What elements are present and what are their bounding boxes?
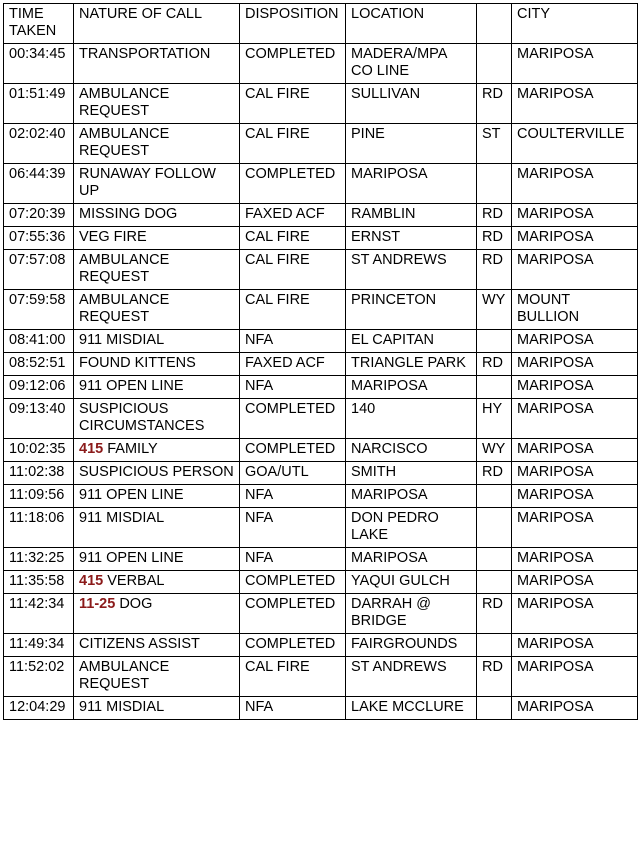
city-cell: MARIPOSA xyxy=(512,44,638,84)
location-cell: NARCISCO xyxy=(346,439,477,462)
disposition-cell: CAL FIRE xyxy=(240,250,346,290)
disposition-cell: NFA xyxy=(240,330,346,353)
city-cell: MARIPOSA xyxy=(512,657,638,697)
disposition-cell: NFA xyxy=(240,376,346,399)
city-cell: MARIPOSA xyxy=(512,204,638,227)
nature-of-call-cell xyxy=(74,84,240,124)
street-suffix-cell: WY xyxy=(477,290,512,330)
city-cell: MARIPOSA xyxy=(512,508,638,548)
nature-of-call-cell xyxy=(74,164,240,204)
time-taken-cell: 07:59:58 xyxy=(4,290,74,330)
street-suffix-cell: RD xyxy=(477,84,512,124)
location-cell: MADERA/MPA CO LINE xyxy=(346,44,477,84)
call-code: 415 xyxy=(79,441,104,457)
location-cell: MARIPOSA xyxy=(346,548,477,571)
table-row xyxy=(4,376,638,399)
nature-text: AMBULANCE REQUEST xyxy=(79,86,170,119)
disposition-cell: CAL FIRE xyxy=(240,124,346,164)
nature-of-call-cell xyxy=(74,227,240,250)
street-suffix-cell: RD xyxy=(477,657,512,697)
nature-text: 911 OPEN LINE xyxy=(79,487,184,503)
location-cell: LAKE MCCLURE xyxy=(346,697,477,720)
street-suffix-cell xyxy=(477,376,512,399)
table-row xyxy=(4,250,638,290)
disposition-cell: CAL FIRE xyxy=(240,657,346,697)
table-row xyxy=(4,84,638,124)
table-row xyxy=(4,571,638,594)
location-cell: ST ANDREWS xyxy=(346,657,477,697)
nature-text: AMBULANCE REQUEST xyxy=(79,252,170,285)
nature-text: AMBULANCE REQUEST xyxy=(79,292,170,325)
street-suffix-cell xyxy=(477,571,512,594)
street-suffix-cell xyxy=(477,164,512,204)
table-row xyxy=(4,204,638,227)
city-cell: MARIPOSA xyxy=(512,330,638,353)
time-taken-cell: 09:13:40 xyxy=(4,399,74,439)
nature-text: MISSING DOG xyxy=(79,206,178,222)
city-cell: COULTERVILLE xyxy=(512,124,638,164)
nature-text: 911 MISDIAL xyxy=(79,332,165,348)
table-row xyxy=(4,330,638,353)
header-street-suffix xyxy=(477,4,512,44)
city-cell: MARIPOSA xyxy=(512,548,638,571)
disposition-cell: FAXED ACF xyxy=(240,204,346,227)
nature-of-call-cell xyxy=(74,376,240,399)
city-cell: MARIPOSA xyxy=(512,227,638,250)
street-suffix-cell: RD xyxy=(477,227,512,250)
street-suffix-cell xyxy=(477,44,512,84)
location-cell: FAIRGROUNDS xyxy=(346,634,477,657)
street-suffix-cell xyxy=(477,508,512,548)
table-row xyxy=(4,399,638,439)
location-cell: SULLIVAN xyxy=(346,84,477,124)
time-taken-cell: 11:18:06 xyxy=(4,508,74,548)
table-row xyxy=(4,634,638,657)
street-suffix-cell: RD xyxy=(477,353,512,376)
location-cell: MARIPOSA xyxy=(346,376,477,399)
disposition-cell: NFA xyxy=(240,548,346,571)
location-cell: DON PEDRO LAKE xyxy=(346,508,477,548)
table-row xyxy=(4,485,638,508)
nature-text: CITIZENS ASSIST xyxy=(79,636,200,652)
street-suffix-cell xyxy=(477,697,512,720)
table-row xyxy=(4,124,638,164)
city-cell: MARIPOSA xyxy=(512,353,638,376)
nature-of-call-cell xyxy=(74,124,240,164)
nature-of-call-cell xyxy=(74,571,240,594)
disposition-cell: CAL FIRE xyxy=(240,290,346,330)
location-cell: ST ANDREWS xyxy=(346,250,477,290)
nature-of-call-cell xyxy=(74,399,240,439)
street-suffix-cell: WY xyxy=(477,439,512,462)
table-row xyxy=(4,290,638,330)
nature-text: 911 MISDIAL xyxy=(79,510,165,526)
nature-of-call-cell xyxy=(74,462,240,485)
disposition-cell: COMPLETED xyxy=(240,571,346,594)
street-suffix-cell xyxy=(477,634,512,657)
disposition-cell: COMPLETED xyxy=(240,594,346,634)
nature-text: FAMILY xyxy=(107,441,158,457)
table-row xyxy=(4,44,638,84)
header-nature-of-call: NATURE OF CALL xyxy=(74,4,240,44)
nature-of-call-cell xyxy=(74,204,240,227)
location-cell: EL CAPITAN xyxy=(346,330,477,353)
table-row xyxy=(4,697,638,720)
nature-of-call-cell xyxy=(74,290,240,330)
disposition-cell: COMPLETED xyxy=(240,44,346,84)
time-taken-cell: 07:20:39 xyxy=(4,204,74,227)
disposition-cell: CAL FIRE xyxy=(240,84,346,124)
nature-text: DOG xyxy=(119,596,153,612)
time-taken-cell: 07:55:36 xyxy=(4,227,74,250)
time-taken-cell: 12:04:29 xyxy=(4,697,74,720)
location-cell: PRINCETON xyxy=(346,290,477,330)
time-taken-cell: 11:35:58 xyxy=(4,571,74,594)
table-row xyxy=(4,462,638,485)
location-cell: 140 xyxy=(346,399,477,439)
time-taken-cell: 00:34:45 xyxy=(4,44,74,84)
city-cell: MARIPOSA xyxy=(512,84,638,124)
disposition-cell: NFA xyxy=(240,697,346,720)
table-row xyxy=(4,594,638,634)
nature-text: RUNAWAY FOLLOW UP xyxy=(79,166,216,199)
nature-of-call-cell xyxy=(74,439,240,462)
time-taken-cell: 08:41:00 xyxy=(4,330,74,353)
disposition-cell: COMPLETED xyxy=(240,399,346,439)
disposition-cell: NFA xyxy=(240,485,346,508)
city-cell: MARIPOSA xyxy=(512,250,638,290)
nature-of-call-cell xyxy=(74,697,240,720)
time-taken-cell: 09:12:06 xyxy=(4,376,74,399)
nature-of-call-cell xyxy=(74,250,240,290)
header-location: LOCATION xyxy=(346,4,477,44)
city-cell: MARIPOSA xyxy=(512,697,638,720)
time-taken-cell: 11:49:34 xyxy=(4,634,74,657)
city-cell: MARIPOSA xyxy=(512,462,638,485)
time-taken-cell: 11:02:38 xyxy=(4,462,74,485)
disposition-cell: FAXED ACF xyxy=(240,353,346,376)
location-cell: MARIPOSA xyxy=(346,485,477,508)
disposition-cell: COMPLETED xyxy=(240,164,346,204)
time-taken-cell: 11:42:34 xyxy=(4,594,74,634)
street-suffix-cell xyxy=(477,548,512,571)
city-cell: MOUNT BULLION xyxy=(512,290,638,330)
time-taken-cell: 01:51:49 xyxy=(4,84,74,124)
header-disposition: DISPOSITION xyxy=(240,4,346,44)
location-cell: RAMBLIN xyxy=(346,204,477,227)
nature-text: VEG FIRE xyxy=(79,229,147,245)
location-cell: ERNST xyxy=(346,227,477,250)
call-code: 415 xyxy=(79,573,104,589)
nature-of-call-cell xyxy=(74,594,240,634)
disposition-cell: GOA/UTL xyxy=(240,462,346,485)
time-taken-cell: 10:02:35 xyxy=(4,439,74,462)
time-taken-cell: 07:57:08 xyxy=(4,250,74,290)
disposition-cell: COMPLETED xyxy=(240,634,346,657)
call-code: 11-25 xyxy=(79,596,116,612)
location-cell: MARIPOSA xyxy=(346,164,477,204)
nature-of-call-cell xyxy=(74,44,240,84)
time-taken-cell: 11:52:02 xyxy=(4,657,74,697)
location-cell: TRIANGLE PARK xyxy=(346,353,477,376)
nature-text: 911 OPEN LINE xyxy=(79,550,184,566)
time-taken-cell: 08:52:51 xyxy=(4,353,74,376)
nature-of-call-cell xyxy=(74,508,240,548)
header-row xyxy=(4,4,638,44)
disposition-cell: CAL FIRE xyxy=(240,227,346,250)
nature-of-call-cell xyxy=(74,634,240,657)
location-cell: SMITH xyxy=(346,462,477,485)
city-cell: MARIPOSA xyxy=(512,571,638,594)
nature-text: FOUND KITTENS xyxy=(79,355,196,371)
city-cell: MARIPOSA xyxy=(512,439,638,462)
table-row xyxy=(4,353,638,376)
disposition-cell: NFA xyxy=(240,508,346,548)
table-row xyxy=(4,657,638,697)
city-cell: MARIPOSA xyxy=(512,376,638,399)
city-cell: MARIPOSA xyxy=(512,164,638,204)
city-cell: MARIPOSA xyxy=(512,594,638,634)
city-cell: MARIPOSA xyxy=(512,485,638,508)
nature-text: AMBULANCE REQUEST xyxy=(79,659,170,692)
header-city: CITY xyxy=(512,4,638,44)
street-suffix-cell: RD xyxy=(477,250,512,290)
location-cell: PINE xyxy=(346,124,477,164)
street-suffix-cell: RD xyxy=(477,204,512,227)
location-cell: YAQUI GULCH xyxy=(346,571,477,594)
disposition-cell: COMPLETED xyxy=(240,439,346,462)
nature-of-call-cell xyxy=(74,657,240,697)
nature-of-call-cell xyxy=(74,548,240,571)
city-cell: MARIPOSA xyxy=(512,634,638,657)
header-time-taken: TIME TAKEN xyxy=(4,4,74,44)
street-suffix-cell: RD xyxy=(477,462,512,485)
location-cell: DARRAH @ BRIDGE xyxy=(346,594,477,634)
street-suffix-cell: RD xyxy=(477,594,512,634)
time-taken-cell: 02:02:40 xyxy=(4,124,74,164)
call-log-table xyxy=(3,3,638,720)
street-suffix-cell: ST xyxy=(477,124,512,164)
nature-text: 911 OPEN LINE xyxy=(79,378,184,394)
nature-text: SUSPICIOUS CIRCUMSTANCES xyxy=(79,401,205,434)
table-row xyxy=(4,227,638,250)
table-row xyxy=(4,508,638,548)
table-row xyxy=(4,439,638,462)
nature-text: 911 MISDIAL xyxy=(79,699,165,715)
table-row xyxy=(4,548,638,571)
table-row xyxy=(4,164,638,204)
time-taken-cell: 06:44:39 xyxy=(4,164,74,204)
nature-of-call-cell xyxy=(74,353,240,376)
nature-of-call-cell xyxy=(74,330,240,353)
nature-text: VERBAL xyxy=(107,573,165,589)
time-taken-cell: 11:09:56 xyxy=(4,485,74,508)
nature-of-call-cell xyxy=(74,485,240,508)
nature-text: TRANSPORTATION xyxy=(79,46,211,62)
street-suffix-cell xyxy=(477,485,512,508)
city-cell: MARIPOSA xyxy=(512,399,638,439)
street-suffix-cell: HY xyxy=(477,399,512,439)
call-log-body xyxy=(4,44,638,720)
time-taken-cell: 11:32:25 xyxy=(4,548,74,571)
nature-text: SUSPICIOUS PERSON xyxy=(79,464,234,480)
street-suffix-cell xyxy=(477,330,512,353)
nature-text: AMBULANCE REQUEST xyxy=(79,126,170,159)
